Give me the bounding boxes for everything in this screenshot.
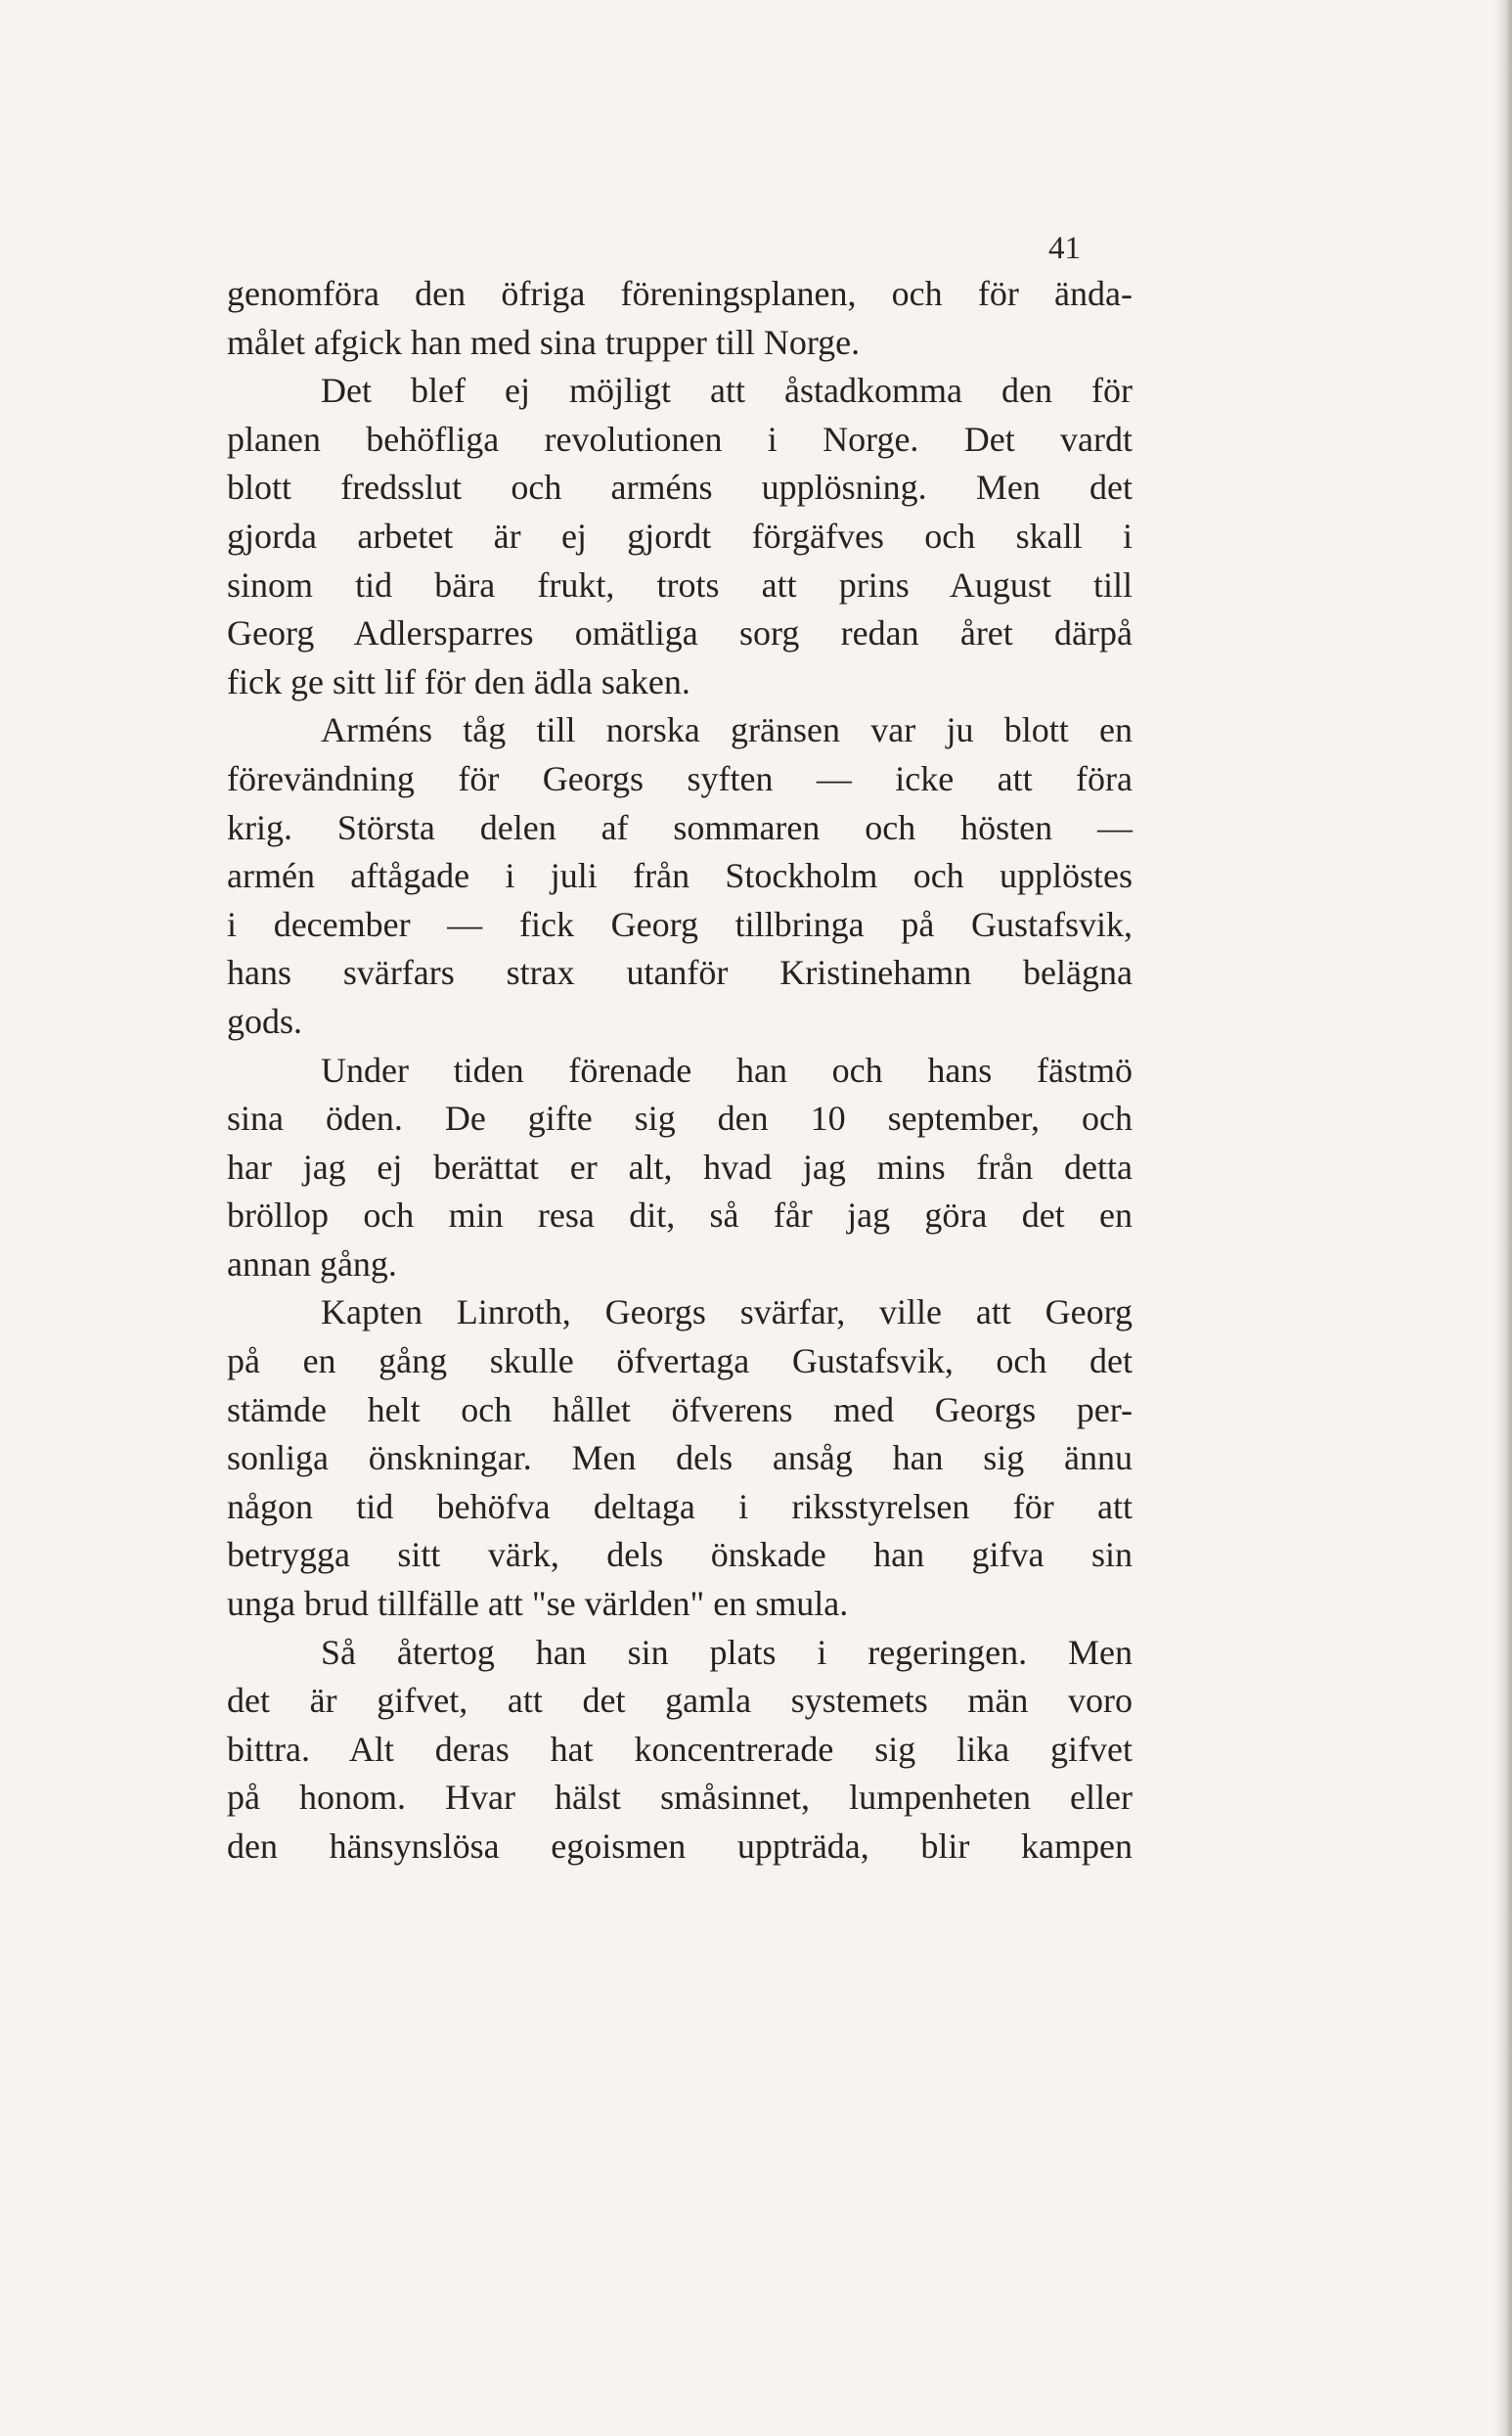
text-line: förevändning för Georgs syften — icke att föra bbox=[227, 758, 1133, 798]
text-line: unga brud tillfälle att "se världen" en smula. bbox=[227, 1584, 849, 1624]
text-line: bittra. Alt deras hat koncentrerade sig lika gifvet bbox=[227, 1729, 1133, 1769]
text-line: krig. Största delen af sommaren och hösten — bbox=[227, 807, 1133, 847]
text-line: det är gifvet, att det gamla systemets män voro bbox=[227, 1681, 1133, 1721]
text-line: Det blef ej möjligt att åstadkomma den för bbox=[321, 371, 1133, 411]
text-line: på honom. Hvar hälst småsinnet, lumpenheten eller bbox=[227, 1778, 1133, 1818]
text-line: Arméns tåg till norska gränsen var ju blott en bbox=[321, 710, 1133, 750]
text-line: målet afgick han med sina trupper till Norge. bbox=[227, 322, 861, 362]
text-line: annan gång. bbox=[227, 1243, 397, 1284]
text-line: någon tid behöfva deltaga i riksstyrelsen för att bbox=[227, 1486, 1133, 1526]
text-line: blott fredsslut och arméns upplösning. Men det bbox=[227, 468, 1133, 508]
text-line: betrygga sitt värk, dels önskade han gifva sin bbox=[227, 1535, 1133, 1575]
text-line: den hänsynslösa egoismen uppträda, blir kampen bbox=[227, 1827, 1133, 1866]
body-text bbox=[227, 270, 1133, 1872]
text-line: Kapten Linroth, Georgs svärfar, ville att Georg bbox=[321, 1292, 1133, 1332]
text-line: sina öden. De gifte sig den 10 september, och bbox=[227, 1099, 1133, 1139]
text-line: på en gång skulle öfvertaga Gustafsvik, och det bbox=[227, 1341, 1133, 1381]
text-line: stämde helt och hållet öfverens med Georgs per- bbox=[227, 1389, 1133, 1429]
text-line: sinom tid bära frukt, trots att prins August till bbox=[227, 564, 1133, 605]
page-number: 41 bbox=[1048, 231, 1081, 266]
text-line: genomföra den öfriga föreningsplanen, och för ända- bbox=[227, 274, 1133, 313]
text-line: hans svärfars strax utanför Kristinehamn belägna bbox=[227, 953, 1133, 993]
text-line: gjorda arbetet är ej gjordt förgäfves och skall i bbox=[227, 516, 1133, 556]
text-line: Georg Adlersparres omätliga sorg redan året därpå bbox=[227, 613, 1133, 654]
text-line: bröllop och min resa dit, så får jag göra det en bbox=[227, 1195, 1133, 1236]
text-line: sonliga önskningar. Men dels ansåg han sig ännu bbox=[227, 1438, 1133, 1478]
text-line: fick ge sitt lif för den ädla saken. bbox=[227, 661, 690, 701]
text-line: armén aftågade i juli från Stockholm och upplöstes bbox=[227, 856, 1133, 896]
text-line: planen behöfliga revolutionen i Norge. Det vardt bbox=[227, 419, 1133, 459]
text-line: Så återtog han sin plats i regeringen. Men bbox=[321, 1632, 1133, 1672]
text-line: i december — fick Georg tillbringa på Gustafsvik, bbox=[227, 904, 1133, 944]
text-line: gods. bbox=[227, 1001, 303, 1041]
text-line: har jag ej berättat er alt, hvad jag mins från detta bbox=[227, 1147, 1133, 1187]
text-line: Under tiden förenade han och hans fästmö bbox=[321, 1050, 1133, 1090]
page-edge-shadow bbox=[1494, 0, 1512, 2436]
